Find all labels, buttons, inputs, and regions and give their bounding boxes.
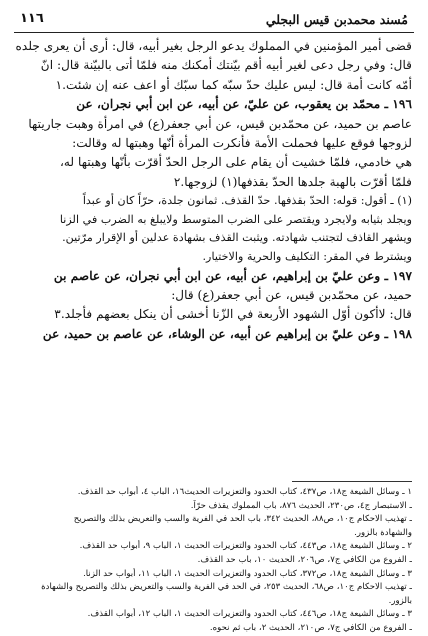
footnote-line: ٣ ـ وسائل الشيعة ج١٨، ص٤٤٦، كتاب الحدود والتعزيرات الحديث ١، الباب ١٢، أبواب القذف. xyxy=(87,609,412,620)
text-line: أمّه كانت أمة قال: ليس عليك حدّ سبّه كما سبّك أو اعف عنه إن شئت.١ xyxy=(55,77,412,92)
text-line: قال: وفي رجل دعى لغير أبيه أقم بيّنتك أمكنك منه فلمّا أتى بالبيّنة قال: انّ xyxy=(40,58,412,73)
page-number: ١١٦ xyxy=(20,11,44,26)
commentary-line: ويشترط في المقر: التكليف والحرية والاختيار. xyxy=(202,250,412,264)
commentary-line: ويجلد بثيابه ولايجرد ويقتصر على الضرب المتوسط ولايبلغ به الضرب في الزنا xyxy=(59,212,412,226)
running-title: مُسند محمدبن قيس البجلي xyxy=(265,12,408,27)
hadith-197-start: ١٩٧ ـ وعن عليّ بن إبراهيم، عن أبيه، عن ابن أبي نجران، عن عاصم بن xyxy=(53,268,412,283)
text-line: لزوجها فوقع عليها فحملت الأمة فأنكرت المرأة أنّها وهبتها له وقالت: xyxy=(72,136,412,151)
footnote-line: والشهادة بالزور. xyxy=(354,527,412,538)
footnote-line: بالزور. xyxy=(388,595,412,606)
footnote-line: ـ تهذيب الاحكام ج١٠، ص٦٨، الحديث ٢٥٣، في الحد في الفرية والسب والتعريض بذلك والتصريح والشهادة xyxy=(41,582,412,593)
text-line: حميد، عن محمّدبن قيس، عن أبي جعفر(ع) قال: xyxy=(171,288,412,303)
main-text xyxy=(16,37,412,344)
footnote-line: ـ الاستبصار ج٤، ص٢٣٠، الحديث ٨٧٦، باب المملوك يقذف حرّاً. xyxy=(190,500,412,511)
footnote-line: ـ الفروع من الكافي ج٧، ص٢٠٦، الحديث ١٠، باب حد القذف. xyxy=(197,554,412,565)
page-header xyxy=(14,10,414,33)
hadith-198-start: ١٩٨ ـ وعن عليّ بن إبراهيم عن أبيه، عن الوشاء، عن عاصم بن حميد، عن xyxy=(42,326,412,341)
footnotes xyxy=(16,486,412,636)
footnote-divider xyxy=(292,481,412,482)
hadith-196-start: ١٩٦ ـ محمّد بن يعقوب، عن عليّ، عن أبيه، عن ابن أبي نجران، عن xyxy=(76,97,412,112)
footnote-line: ٢ ـ وسائل الشيعة ج١٨، ص٤٤٣، كتاب الحدود والتعزيرات الحديث ١، الباب ٩، أبواب حد القذف. xyxy=(79,541,412,552)
commentary-line: ويشهر القاذف لتجتنب شهادته. ويثبت القذف بشهادة عدلين أو الإقرار مرّتين. xyxy=(62,231,412,245)
text-line: قضى أمير المؤمنين في المملوك يدعو الرجل بغير أبيه، قال: أرى أن يعرى جلده xyxy=(16,39,412,53)
footnote-line: ـ تهذيب الاحكام ج١٠، ص٨٨، الحديث ٣٤٢، باب الحد في الفرية والسب والتعريض بذلك والتصريح xyxy=(73,514,412,525)
text-line: فلمّا أقرّت بالهبة جلدها الحدّ بقذفها(١) لزوجها.٢ xyxy=(173,174,412,189)
text-line: عاصم بن حميد، عن محمّدبن قيس، عن أبي جعفر(ع) في امرأة وهبت جاريتها xyxy=(28,116,412,131)
commentary-line: (١) ـ أقول: قوله: الحدّ بقذفها. حدّ القذف. ثمانون جلدة، حرّاً كان أو عبداً xyxy=(82,194,412,208)
text-line: قال: لاأكون أوّل الشهود الأربعة في الزّنا أخشى أن ينكل بعضهم فأجلد.٣ xyxy=(54,307,412,322)
footnote-line: ١ ـ وسائل الشيعة ج١٨، ص٤٣٧، كتاب الحدود والتعزيرات الحديث١٦، الباب ٤، أبواب حد القذف. xyxy=(77,487,412,497)
footnote-line: ـ الفروع من الكافي ج٧، ص٢١٠، الحديث ٢، باب ثم نحوه. xyxy=(209,622,412,633)
text-line: هي خادمي، فلمّا خشيت أن يقام على الرجل الحدّ أقرّت بأنّها وهبتها له، xyxy=(59,155,412,170)
footnote-line: ٣ ـ وسائل الشيعة ج١٨، ص٣٧٢، كتاب الحدود والتعزيرات الحديث ١، الباب ١١، أبواب حد الزنا. xyxy=(83,568,412,579)
